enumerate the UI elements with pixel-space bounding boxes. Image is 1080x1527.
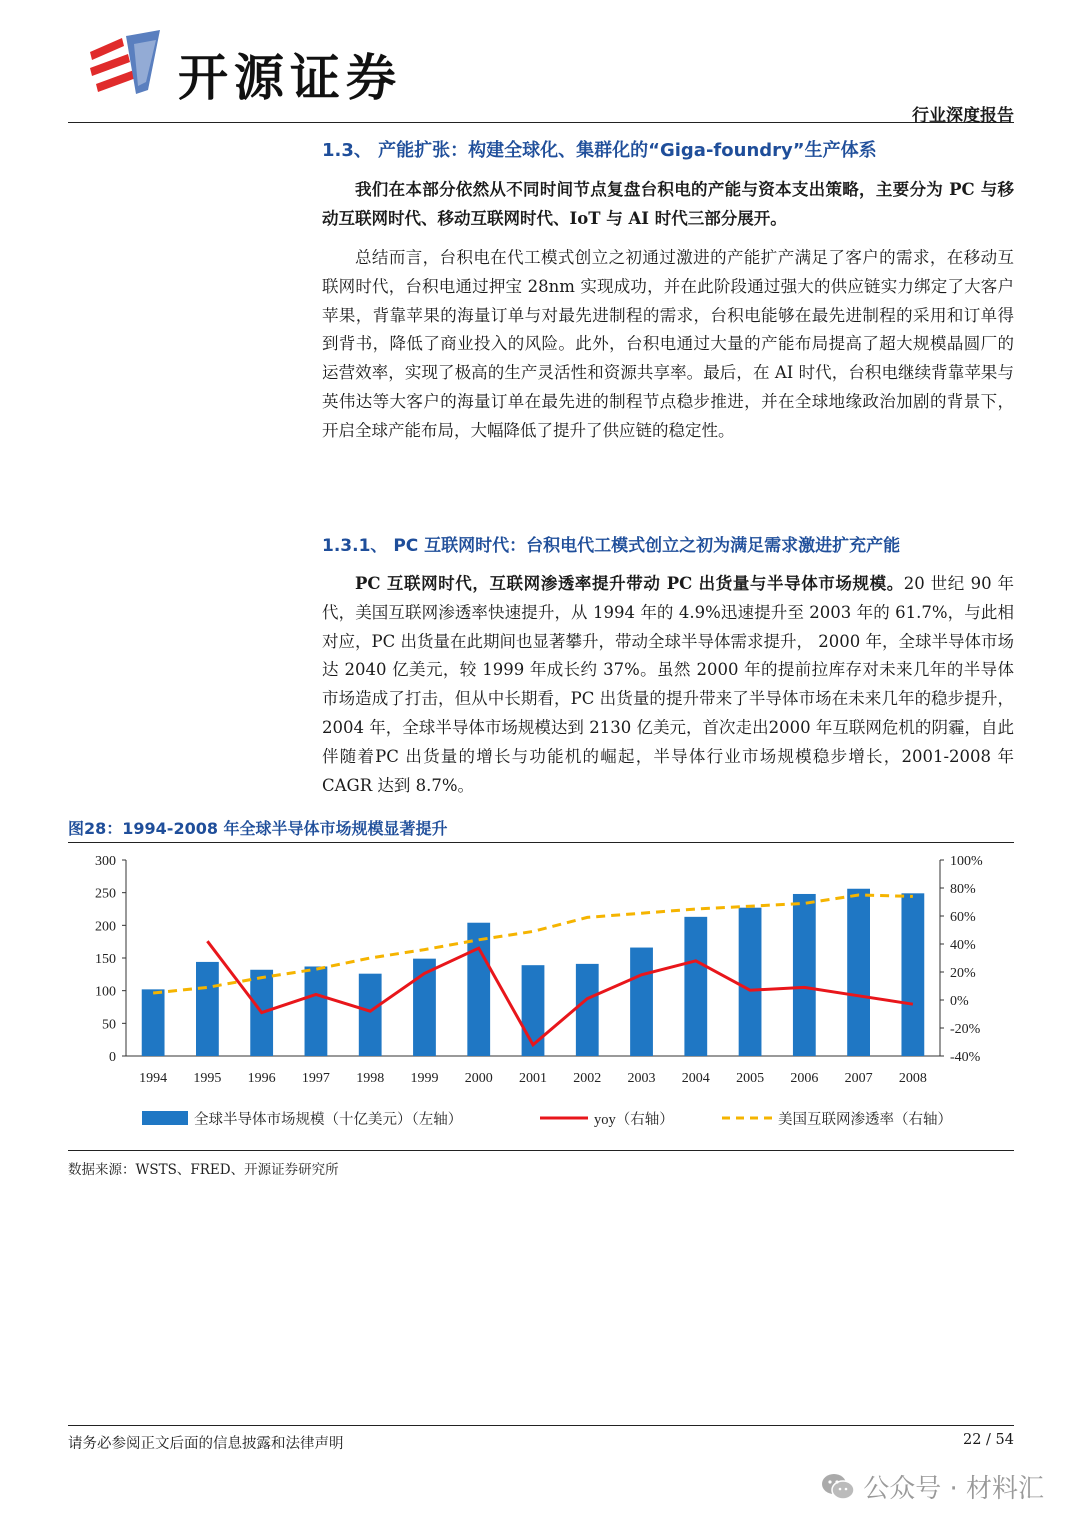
x-tick-label: 2000: [464, 1071, 493, 1086]
disclaimer: 请务必参阅正文后面的信息披露和法律声明: [68, 1436, 344, 1452]
bar-market-size: [196, 962, 219, 1056]
x-tick-label: 2005: [736, 1071, 765, 1086]
page-number: 22 / 54: [962, 1432, 1014, 1448]
x-tick-label: 1995: [193, 1071, 222, 1086]
subsection-lead: PC 互联网时代，互联网渗透率提升带动 PC 出货量与半导体市场规模。: [355, 574, 904, 593]
semiconductor-market-chart: [68, 846, 1014, 1146]
bar-market-size: [684, 917, 707, 1056]
x-tick-label: 2006: [790, 1071, 819, 1086]
left-tick-label: 150: [95, 952, 116, 967]
right-tick-label: 100%: [950, 854, 983, 869]
subsection-body: [322, 570, 1014, 800]
right-tick-label: 40%: [950, 938, 976, 953]
right-tick-label: 80%: [950, 882, 976, 897]
left-tick-label: 50: [102, 1017, 116, 1033]
bar-market-size: [359, 974, 382, 1056]
bar-market-size: [305, 966, 328, 1056]
subsection-title: 1.3.1、 PC 互联网时代：台积电代工模式创立之初为满足需求激进扩充产能: [322, 536, 901, 556]
left-tick-label: 300: [95, 854, 116, 869]
bar-market-size: [739, 908, 762, 1056]
legend-label-yoy: yoy（右轴）: [594, 1112, 674, 1128]
left-tick-label: 0: [109, 1050, 116, 1065]
section-lead: [322, 176, 1014, 234]
figure-title: 图28：1994-2008 年全球半导体市场规模显著提升: [68, 819, 448, 838]
header-divider: [68, 122, 1014, 123]
legend-swatch-market-size: [142, 1111, 188, 1125]
x-tick-label: 2004: [681, 1071, 710, 1086]
bar-market-size: [630, 948, 653, 1056]
bar-market-size: [901, 893, 924, 1056]
left-tick-label: 100: [95, 984, 116, 1000]
data-source: 数据来源：WSTS、FRED、开源证券研究所: [68, 1162, 339, 1178]
brand-logo: [86, 30, 164, 96]
right-tick-label: -40%: [950, 1050, 981, 1065]
footer-divider: [68, 1425, 1014, 1426]
watermark: [821, 1468, 1044, 1505]
brand-name: 开源证券: [178, 49, 402, 107]
x-tick-label: 2008: [898, 1071, 927, 1086]
figure-top-rule: [68, 842, 1014, 843]
report-type: 行业深度报告: [912, 106, 1014, 126]
x-tick-label: 2001: [519, 1071, 547, 1086]
section-title: 1.3、 产能扩张：构建全球化、集群化的“Giga-foundry”生产体系: [322, 140, 877, 161]
x-tick-label: 1999: [410, 1071, 439, 1086]
right-tick-label: 60%: [950, 910, 976, 925]
brand-logo-icon: [86, 30, 164, 96]
section-body: [322, 244, 1014, 446]
right-tick-label: 0%: [950, 994, 969, 1009]
bar-market-size: [576, 964, 599, 1056]
bar-market-size: [142, 989, 165, 1056]
bar-market-size: [847, 889, 870, 1056]
legend-label-penetration: 美国互联网渗透率（右轴）: [778, 1112, 952, 1128]
left-tick-label: 250: [95, 886, 116, 902]
lead-text: 我们在本部分依然从不同时间节点复盘台积电的产能与资本支出策略，主要分为 PC 与移动互联网时代、移动互联网时代、IoT 与 AI 时代三部分展开。: [322, 180, 1014, 228]
x-tick-label: 1997: [301, 1071, 330, 1086]
left-tick-label: 200: [95, 919, 116, 935]
x-tick-label: 2007: [844, 1071, 873, 1086]
wechat-icon: [821, 1472, 855, 1502]
legend-label-market-size: 全球半导体市场规模（十亿美元）（左轴）: [194, 1112, 463, 1128]
watermark-text: 公众号 · 材料汇: [863, 1474, 1044, 1504]
x-tick-label: 2002: [573, 1071, 602, 1086]
right-tick-label: 20%: [950, 966, 976, 981]
x-tick-label: 1998: [356, 1071, 385, 1086]
x-tick-label: 1994: [139, 1071, 168, 1086]
x-tick-label: 1996: [247, 1071, 276, 1086]
figure-bottom-rule: [68, 1150, 1014, 1151]
subsection-text: 20 世纪 90 年代，美国互联网渗透率快速提升，从 1994 年的 4.9%迅速提升至 2003 年的 61.7%，与此相对应，PC 出货量在此期间也显著攀升，带动全球半导体需求提升， 2000 年，全球半导体市场达 2040 亿美元，较 1999 年成长约 37%。虽然 2000 年的提前拉库存对未来几年的半导体市场造成了打击，但从中长期看，PC 出货量的提升带来了半导体市场在未来几年的稳步提升，2004 年，全球半导体市场规模达到 2130 亿美元，首次走出2000 年互联网危机的阴霾，自此伴随着PC 出货量的增长与功能机的崛起，半导体行业市场规模稳步增长，2001-2008 年 CAGR 达到 8.7%。: [322, 574, 1015, 795]
x-tick-label: 2003: [627, 1071, 656, 1086]
body-text: 总结而言，台积电在代工模式创立之初通过激进的产能扩产满足了客户的需求，在移动互联网时代，台积电通过押宝 28nm 实现成功，并在此阶段通过强大的供应链实力绑定了大客户苹果，背靠苹果的海量订单与对最先进制程的需求，台积电能够在最先进制程的采用和订单得到背书，降低了商业投入的风险。此外，台积电通过大量的产能布局提高了超大规模晶圆厂的运营效率，实现了极高的生产灵活性和资源共享率。最后，在 AI 时代，台积电继续背靠苹果与英伟达等大客户的海量订单在最先进的制程节点稳步推进，并在全球地缘政治加剧的背景下，开启全球产能布局，大幅降低了提升了供应链的稳定性。: [322, 248, 1014, 440]
bar-market-size: [793, 894, 816, 1056]
right-tick-label: -20%: [950, 1022, 981, 1037]
